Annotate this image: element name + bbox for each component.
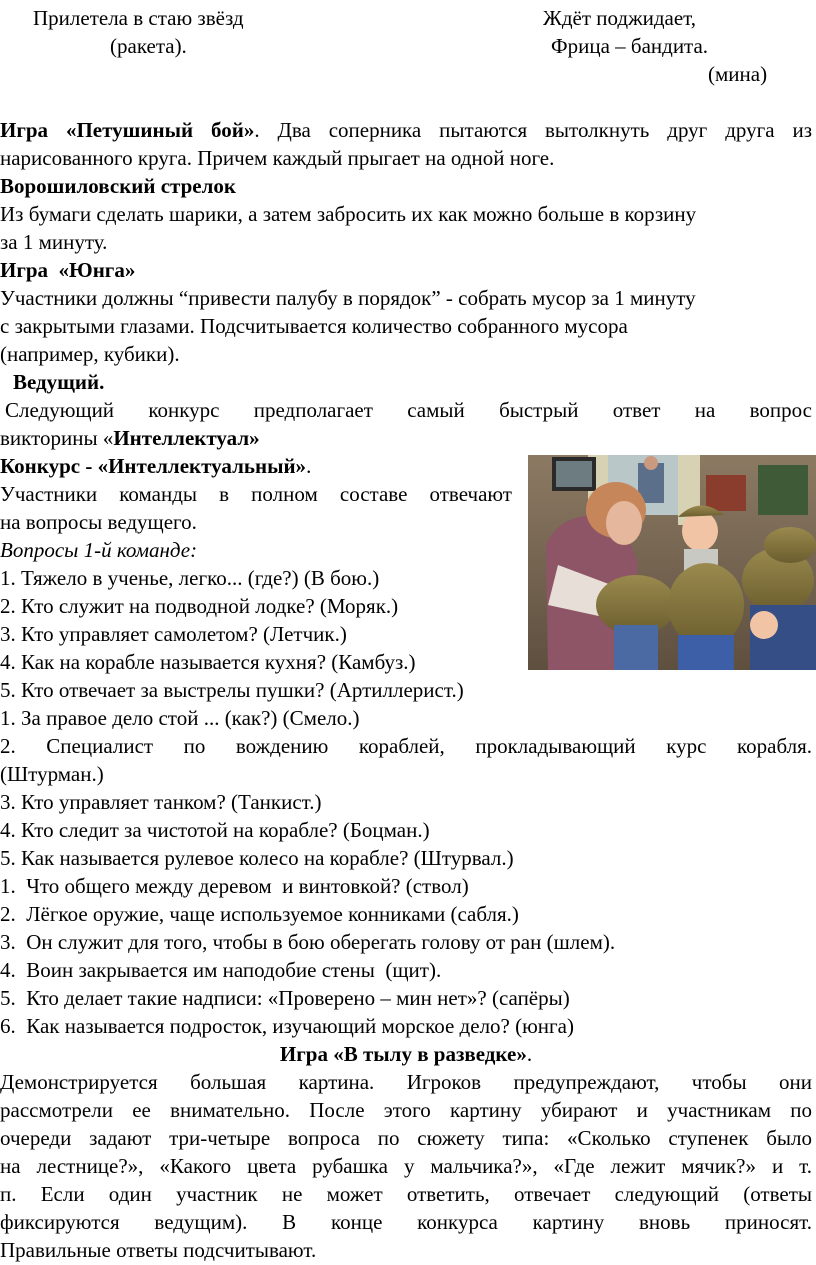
question-team1-5: 5. Кто отвечает за выстрелы пушки? (Артиллерист.) — [0, 678, 464, 702]
question-team3-4: 4. Воин закрывается им наподобие стены (щит). — [0, 958, 442, 982]
question-team2-5: 5. Как называется рулевое колесо на корабле? (Штурвал.) — [0, 846, 514, 870]
host-title: Ведущий. — [13, 370, 105, 394]
game-rooster-paragraph: Игра «Петушиный бой». Два соперника пытаются вытолкнуть друг друга из — [0, 118, 812, 142]
game-yunga-title: Игра «Юнга» — [0, 258, 136, 282]
game-yunga-line1: Участники должны “привести палубу в порядок” - собрать мусор за 1 минуту — [0, 286, 696, 310]
contest-intro — [0, 480, 512, 508]
host-line1: Следующий конкурс предполагает самый быстрый ответ на вопрос — [5, 398, 812, 422]
question-team3-1: 1. Что общего между деревом и винтовкой? (ствол) — [0, 874, 469, 898]
recon-line-6: фиксируются ведущим). В конце конкурса картину вновь приносят. — [0, 1210, 812, 1234]
riddle-left-answer: (ракета). — [110, 34, 187, 58]
question-team2-2: 2. Специалист по вождению кораблей, прокладывающий курс корабля. — [0, 734, 812, 758]
game-yunga-line3: (например, кубики). — [0, 342, 180, 366]
recon-line-3: очереди задают три-четыре вопроса по сюжету типа: «Сколько ступенек было — [0, 1126, 812, 1150]
recon-last-line: Правильные ответы подсчитывают. — [0, 1238, 317, 1262]
recon-line-4: на лестнице?», «Какого цвета рубашка у мальчика?», «Где лежит мячик?» и т. — [0, 1154, 812, 1178]
game-yunga-line2: с закрытыми глазами. Подсчитывается количество собранного мусора — [0, 314, 628, 338]
contest-title: Конкурс - «Интеллектуальный». — [0, 454, 312, 478]
recon-line-1: Демонстрируется большая картина. Игроков предупреждают, чтобы они — [0, 1070, 812, 1094]
question-team1-3: 3. Кто управляет самолетом? (Летчик.) — [0, 622, 347, 646]
question-team3-3: 3. Он служит для того, чтобы в бою оберегать голову от ран (шлем). — [0, 930, 616, 954]
question-team1-2: 2. Кто служит на подводной лодке? (Моряк.) — [0, 594, 399, 618]
recon-line-5: п. Если один участник не может ответить, отвечает следующий (ответы — [0, 1182, 812, 1206]
recon-title: Игра «В тылу в разведке». — [279, 1042, 533, 1066]
question-team2-1: 1. За правое дело стой ... (как?) (Смело.) — [0, 706, 360, 730]
classroom-photo-icon — [528, 455, 816, 670]
voroshilov-line1: Из бумаги сделать шарики, а затем забросить их как можно больше в корзину — [0, 202, 697, 226]
question-team3-2: 2. Лёгкое оружие, чаще используемое конниками (сабля.) — [0, 902, 519, 926]
recon-line-2: рассмотрели ее внимательно. После этого картину убирают и участникам по — [0, 1098, 812, 1122]
voroshilov-title: Ворошиловский стрелок — [0, 174, 237, 198]
question-team1-1: 1. Тяжело в ученье, легко... (где?) (В бою.) — [0, 566, 380, 590]
host-paragraph — [5, 396, 812, 424]
team1-label: Вопросы 1-й команде: — [0, 538, 198, 562]
recon-paragraph — [0, 1068, 812, 1236]
question-team3-6: 6. Как называется подросток, изучающий морское дело? (юнга) — [0, 1014, 574, 1038]
question-team2-3: 3. Кто управляет танком? (Танкист.) — [0, 790, 322, 814]
question-team1-4: 4. Как на корабле называется кухня? (Камбуз.) — [0, 650, 416, 674]
contest-intro-line1: Участники команды в полном составе отвечают — [0, 482, 512, 506]
game-rooster-title: Игра «Петушиный бой» — [0, 118, 255, 142]
riddle-right-line1: Ждёт поджидает, — [543, 6, 696, 30]
voroshilov-line2: за 1 минуту. — [0, 230, 108, 254]
riddle-left-line1: Прилетела в стаю звёзд — [33, 6, 244, 30]
contest-intro-line2: на вопросы ведущего. — [0, 510, 197, 534]
riddle-right-line2: Фрица – бандита. — [551, 34, 709, 58]
question-team2-4: 4. Кто следит за чистотой на корабле? (Боцман.) — [0, 818, 430, 842]
riddle-right-answer: (мина) — [708, 62, 768, 86]
question-team2-2-answer: (Штурман.) — [0, 762, 104, 786]
question-team3-5: 5. Кто делает такие надписи: «Проверено – мин нет»? (сапёры) — [0, 986, 570, 1010]
game-rooster-line2: нарисованного круга. Причем каждый прыгает на одной ноге. — [0, 146, 555, 170]
host-line2: викторины «Интеллектуал» — [0, 426, 260, 450]
